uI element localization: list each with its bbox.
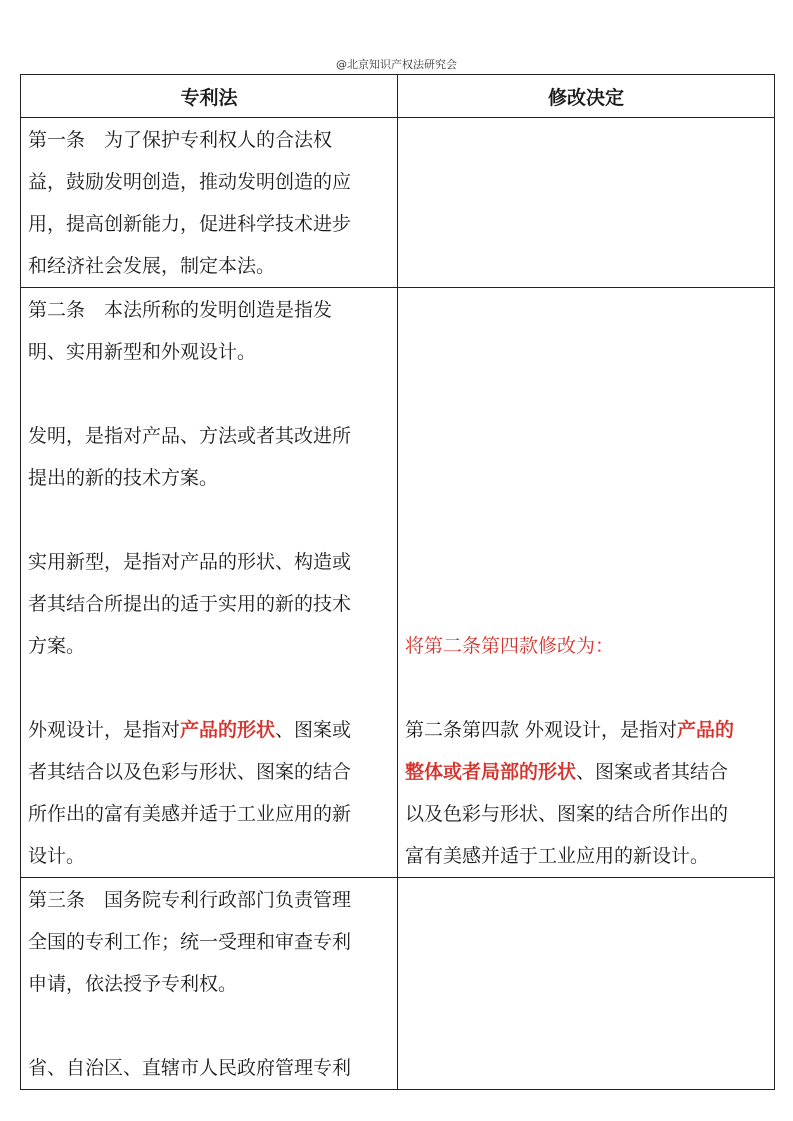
text-line: 富有美感并适于工业应用的新设计。 [405, 845, 710, 867]
text-segment: 第二条第四款 外观设计，是指对 [405, 719, 678, 741]
text-line: 者其结合以及色彩与形状、图案的结合 [28, 761, 352, 783]
text-line: 申请，依法授予专利权。 [28, 973, 238, 995]
text-segment: 、图案或者其结合 [576, 761, 729, 783]
text-line: 用，提高创新能力，促进科学技术进步 [28, 213, 352, 235]
highlighted-phrase: 整体或者局部的形状 [405, 761, 577, 783]
text-segment: 外观设计，是指对 [28, 719, 181, 741]
text-line: 提出的新的技术方案。 [28, 467, 219, 489]
header-patent-law: 专利法 [21, 75, 398, 118]
original-text-cell [21, 878, 398, 1090]
highlighted-phrase: 产品的 [677, 719, 735, 741]
table-row [21, 878, 775, 1090]
text-line: 第二条 本法所称的发明创造是指发 [28, 299, 333, 321]
blank-line [28, 499, 390, 541]
text-line: 发明，是指对产品、方法或者其改进所 [28, 425, 352, 447]
text-line [28, 709, 390, 751]
text-segment: 、图案或 [275, 719, 352, 741]
blank-line [28, 373, 390, 415]
text-line [405, 751, 767, 793]
amendment-note: 将第二条第四款修改为： [405, 635, 615, 657]
text-line: 第一条 为了保护专利权人的合法权 [28, 129, 333, 151]
watermark: @北京知识产权法研究会 [336, 58, 457, 71]
text-line: 和经济社会发展，制定本法。 [28, 255, 276, 277]
header-row [21, 75, 775, 118]
text-line: 实用新型，是指对产品的形状、构造或 [28, 551, 352, 573]
table-row [21, 118, 775, 288]
text-line: 设计。 [28, 845, 86, 867]
highlighted-phrase: 产品的形状 [180, 719, 276, 741]
amendment-cell [398, 288, 775, 878]
original-text-cell [21, 118, 398, 288]
text-line: 省、自治区、直辖市人民政府管理专利 [28, 1057, 352, 1079]
text-line: 以及色彩与形状、图案的结合所作出的 [405, 803, 729, 825]
comparison-table [20, 74, 775, 1090]
amendment-cell [398, 878, 775, 1090]
text-line: 益，鼓励发明创造，推动发明创造的应 [28, 171, 352, 193]
text-line: 者其结合所提出的适于实用的新的技术 [28, 593, 352, 615]
blank-line [28, 1005, 390, 1047]
text-line: 全国的专利工作；统一受理和审查专利 [28, 931, 352, 953]
header-amendment: 修改决定 [398, 75, 775, 118]
table-row [21, 288, 775, 878]
text-line: 第三条 国务院专利行政部门负责管理 [28, 889, 352, 911]
amendment-cell [398, 118, 775, 288]
text-line: 所作出的富有美感并适于工业应用的新 [28, 803, 352, 825]
blank-line [28, 667, 390, 709]
original-text-cell [21, 288, 398, 878]
text-line: 明、实用新型和外观设计。 [28, 341, 257, 363]
text-line: 方案。 [28, 635, 86, 657]
text-line [405, 709, 767, 751]
